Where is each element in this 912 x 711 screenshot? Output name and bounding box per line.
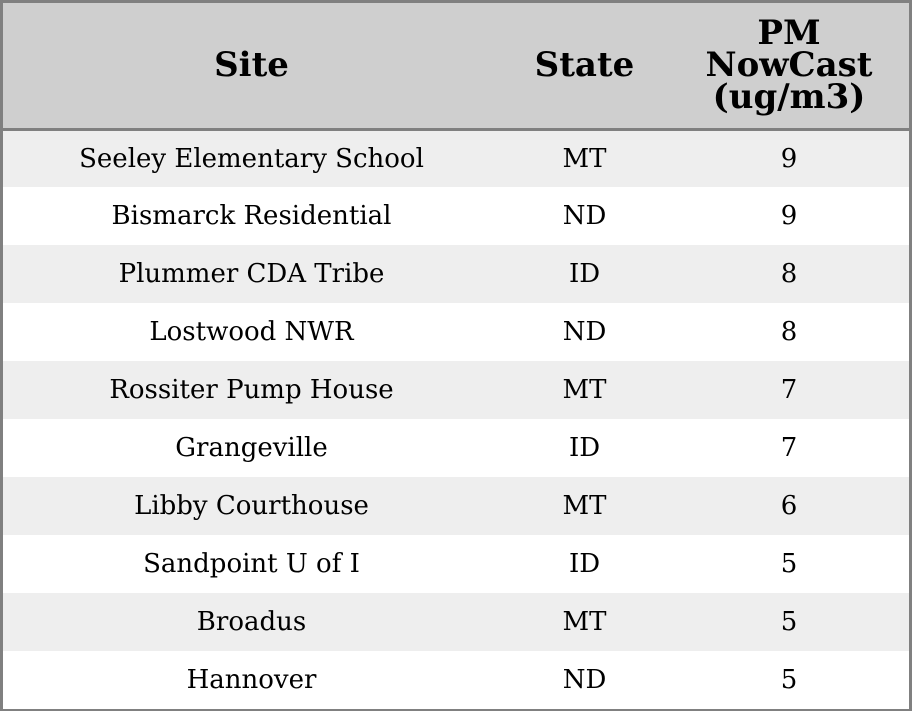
state-cell: ND: [562, 201, 607, 231]
pm-header-line-1: PM: [757, 13, 821, 54]
site-cell: Hannover: [186, 665, 317, 695]
site-cell: Rossiter Pump House: [109, 375, 394, 405]
pm-nowcast-cell: 6: [780, 491, 798, 521]
pm-nowcast-cell: 5: [780, 607, 798, 637]
site-cell: Seeley Elementary School: [79, 143, 424, 174]
table-row: [3, 477, 909, 535]
state-cell: MT: [562, 491, 607, 521]
pm-nowcast-cell: 8: [780, 259, 798, 289]
state-cell: MT: [562, 375, 607, 405]
table-row: [3, 361, 909, 419]
column-header-state: State: [500, 3, 669, 129]
table-row: [3, 535, 909, 593]
site-cell: Sandpoint U of I: [143, 549, 360, 579]
table-row: [3, 593, 909, 651]
table-header: [3, 3, 909, 129]
state-cell: MT: [562, 143, 607, 174]
table-row: [3, 245, 909, 303]
column-header-pm-nowcast: [669, 3, 909, 129]
site-cell: Bismarck Residential: [111, 201, 392, 231]
site-cell: Lostwood NWR: [149, 317, 354, 347]
state-cell: ID: [568, 549, 601, 579]
state-cell: MT: [562, 607, 607, 637]
table-row: [3, 303, 909, 361]
pm-nowcast-cell: 9: [780, 143, 798, 174]
site-cell: Libby Courthouse: [134, 491, 369, 521]
pm-nowcast-cell: 7: [780, 433, 798, 463]
pm-nowcast-cell: 5: [780, 549, 798, 579]
state-cell: ID: [568, 259, 601, 289]
table-row: [3, 129, 909, 187]
state-cell: ND: [562, 665, 607, 695]
site-cell: Broadus: [196, 607, 307, 637]
site-cell: Grangeville: [175, 433, 328, 463]
data-table: [3, 3, 909, 709]
column-header-site: Site: [3, 3, 500, 129]
pm-nowcast-cell: 9: [780, 201, 798, 231]
pm-header-line-2: NowCast: [705, 45, 873, 86]
pm-nowcast-cell: 8: [780, 317, 798, 347]
table-body: [3, 129, 909, 709]
table-row: [3, 419, 909, 477]
table-row: [3, 651, 909, 709]
pm-nowcast-cell: 5: [780, 665, 798, 695]
state-cell: ID: [568, 433, 601, 463]
header-row: [3, 3, 909, 129]
site-cell: Plummer CDA Tribe: [118, 259, 385, 289]
state-cell: ND: [562, 317, 607, 347]
pm-nowcast-cell: 7: [780, 375, 798, 405]
pm-header-line-3: (ug/m3): [712, 77, 866, 118]
table-row: [3, 187, 909, 245]
